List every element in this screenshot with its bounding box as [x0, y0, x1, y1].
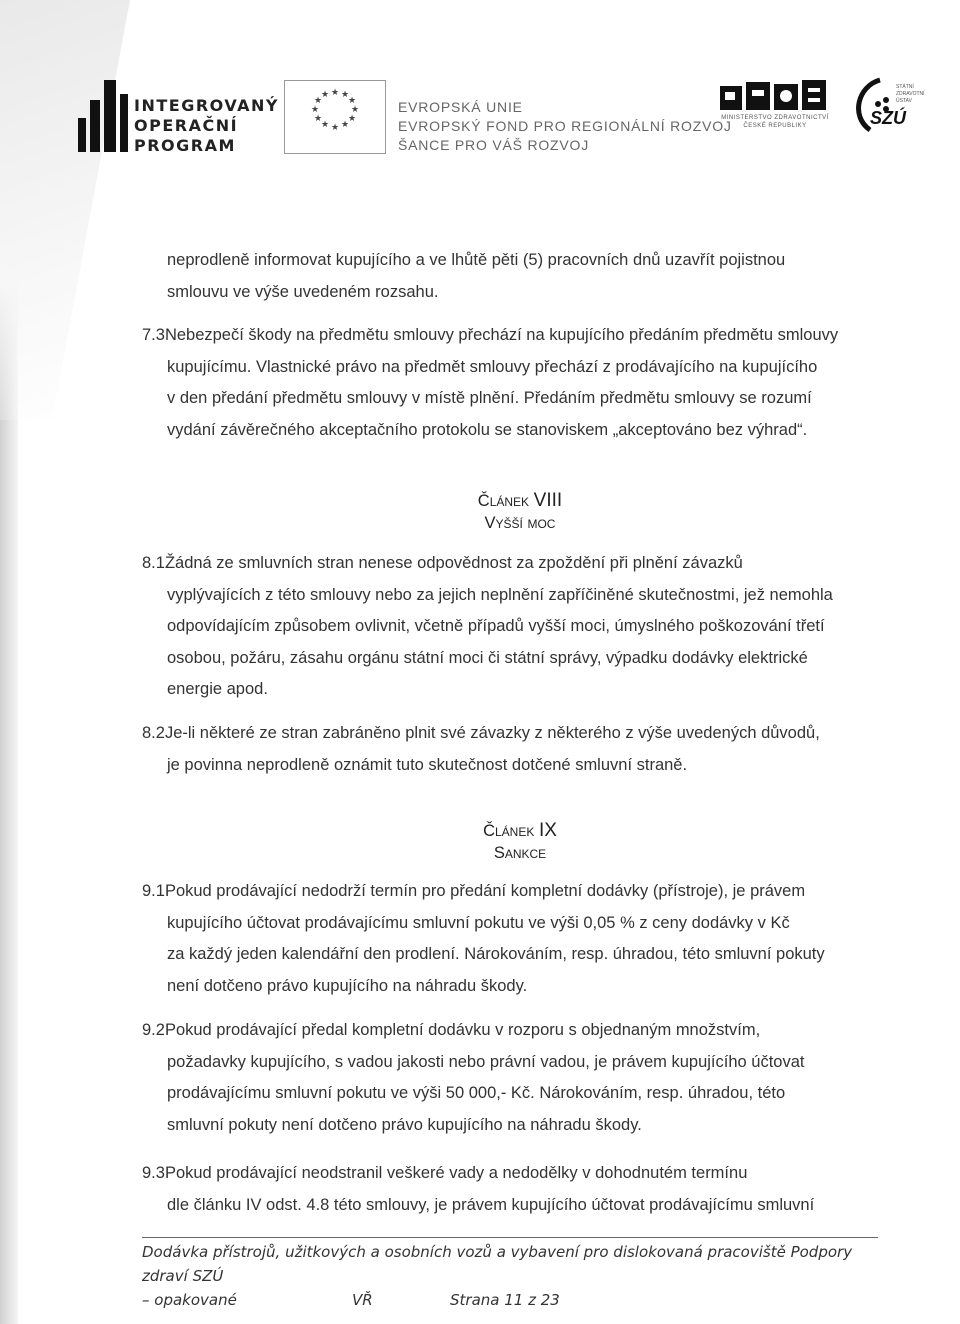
- eu-logo-text: [398, 98, 732, 155]
- article-label: Článek: [477, 492, 530, 510]
- page-footer: [142, 1240, 882, 1312]
- text-line: vyplývajících z této smlouvy nebo za jejich neplnění zapříčiněné skutečnostmi, jež nemohla: [167, 585, 833, 604]
- eu-line1: EVROPSKÁ UNIE: [398, 99, 523, 115]
- svg-text:★: ★: [311, 105, 320, 115]
- iop-line3: PROGRAM: [134, 136, 236, 155]
- szu-small-text: [896, 84, 925, 105]
- szu-logo: [840, 76, 930, 136]
- text-line: prodávajícímu smluvní pokutu ve výši 50 000,- Kč. Nárokováním, resp. úhradou, této: [167, 1084, 786, 1102]
- svg-text:★: ★: [348, 114, 357, 124]
- clause-number: 7.3: [142, 326, 165, 344]
- text-line: není dotčeno právo kupujícího na náhradu škody.: [167, 976, 528, 995]
- article-title: Vyšší moc: [484, 514, 556, 532]
- szu-small-line3: ÚSTAV: [896, 98, 912, 104]
- text-line: je povinna neprodleně oznámit tuto skutečnost dotčené smluvní straně.: [167, 755, 688, 774]
- iop-line2: OPERAČNÍ: [134, 116, 239, 135]
- article-9-heading: [440, 820, 600, 864]
- text-line: Žádná ze smluvních stran nenese odpovědnost za zpoždění při plnění závazků: [164, 554, 743, 572]
- text-line: kupujícímu. Vlastnické právo na předmět smlouvy přechází z prodávajícího na kupujícího: [167, 357, 818, 376]
- page-number: Strana 11 z 23: [450, 1291, 560, 1309]
- clause-9-2: [142, 1015, 882, 1141]
- text-line: za každý jeden kalendářní den prodlení. Nárokováním, resp. úhradou, této smluvní pokuty: [167, 945, 825, 963]
- text-line: kupujícího účtovat prodávajícímu smluvní pokutu ve výši 0,05 % z ceny dodávky v Kč: [167, 913, 790, 932]
- text-line: Je-li některé ze stran zabráněno plnit své závazky z některého z výše uvedených důvodů,: [164, 724, 820, 742]
- article-8-heading: [440, 490, 600, 534]
- iop-logo-text: [134, 96, 279, 156]
- clause-7-3: [142, 320, 882, 446]
- svg-text:★: ★: [341, 90, 350, 100]
- page-header: [0, 0, 960, 170]
- text-line: Pokud prodávající předal kompletní dodávku v rozporu s objednaným množstvím,: [164, 1021, 761, 1039]
- svg-text:★: ★: [321, 90, 330, 100]
- text-line: Pokud prodávající nedodrží termín pro předání kompletní dodávky (přístroje), je právem: [164, 882, 806, 900]
- text-line: smlouvu ve výše uvedeném rozsahu.: [167, 282, 439, 301]
- iop-line1: INTEGROVANÝ: [134, 96, 279, 115]
- article-number: VIII: [533, 490, 563, 511]
- eu-line2: EVROPSKÝ FOND PRO REGIONÁLNÍ ROZVOJ: [398, 118, 732, 134]
- text-line: Pokud prodávající neodstranil veškeré vady a nedodělky v dohodnutém termínu: [164, 1164, 748, 1182]
- text-line: požadavky kupujícího, s vadou jakosti nebo právní vadou, je právem kupujícího účtovat: [167, 1052, 805, 1071]
- clause-number: 9.1: [142, 882, 165, 900]
- text-line: Nebezpečí škody na předmětu smlouvy přechází na kupujícího předáním předmětu smlouvy: [164, 326, 839, 344]
- text-line: neprodleně informovat kupujícího a ve lhůtě pěti (5) pracovních dnů uzavřít pojistnou: [167, 251, 786, 269]
- footer-tender-type: – opakované: [142, 1291, 237, 1309]
- ministry-logo: [720, 80, 830, 130]
- text-line: dle článku IV odst. 4.8 této smlouvy, je právem kupujícího účtovat prodávajícímu smluvní: [167, 1195, 815, 1214]
- footer-row: [142, 1288, 882, 1312]
- clause-number: 8.2: [142, 724, 165, 742]
- szu-small-line1: STÁTNÍ: [896, 84, 914, 90]
- svg-text:★: ★: [351, 105, 360, 115]
- article-title: Sankce: [493, 844, 547, 862]
- ministry-caption-line2: ČESKÉ REPUBLIKY: [743, 123, 807, 129]
- svg-text:★: ★: [348, 96, 357, 106]
- ministry-caption: [720, 114, 830, 130]
- ministry-logo-icon: [720, 80, 830, 112]
- footer-divider: [142, 1237, 878, 1238]
- svg-text:★: ★: [314, 96, 323, 106]
- svg-text:★: ★: [314, 114, 323, 124]
- text-line: vydání závěrečného akceptačního protokolu se stanoviskem „akceptováno bez výhrad“.: [167, 420, 808, 439]
- text-line: v den předání předmětu smlouvy v místě plnění. Předáním předmětu smlouvy se rozumí: [167, 389, 812, 407]
- svg-text:★: ★: [331, 123, 340, 133]
- szu-name: SZÚ: [870, 108, 906, 128]
- article-number: IX: [538, 820, 557, 841]
- clause-9-1: [142, 876, 882, 1002]
- clause-number: 9.2: [142, 1021, 165, 1039]
- svg-text:★: ★: [321, 120, 330, 130]
- svg-text:★: ★: [331, 88, 340, 98]
- clause-9-3: [142, 1158, 882, 1221]
- ministry-caption-line1: MINISTERSTVO ZDRAVOTNICTVÍ: [721, 115, 829, 121]
- iop-logo: [78, 80, 279, 155]
- text-line: odpovídajícím způsobem ovlivnit, včetně případů vyšší moci, úmyslného poškozování třetí: [167, 617, 825, 635]
- szu-small-line2: ZDRAVOTNÍ: [896, 91, 925, 97]
- clause-8-2: [142, 718, 882, 781]
- iop-logo-bars: [78, 80, 130, 152]
- text-line: energie apod.: [167, 680, 268, 698]
- clause-8-1: [142, 548, 882, 706]
- svg-text:★: ★: [341, 120, 350, 130]
- text-line: smluvní pokuty není dotčeno právo kupujícího na náhradu škody.: [167, 1115, 642, 1134]
- eu-line3: ŠANCE PRO VÁŠ ROZVOJ: [398, 137, 590, 153]
- footer-title: Dodávka přístrojů, užitkových a osobních vozů a vybavení pro dislokovaná pracoviště Podpory zdraví SZÚ: [142, 1243, 853, 1285]
- continued-paragraph: [167, 245, 880, 308]
- eu-flag-icon: [284, 80, 386, 154]
- clause-number: 9.3: [142, 1164, 165, 1182]
- article-label: Článek: [483, 822, 535, 840]
- text-line: osobou, požáru, zásahu orgánu státní moci či státní správy, výpadku dodávky elektrické: [167, 648, 808, 667]
- clause-number: 8.1: [142, 554, 165, 572]
- footer-vr: VŘ: [352, 1291, 373, 1309]
